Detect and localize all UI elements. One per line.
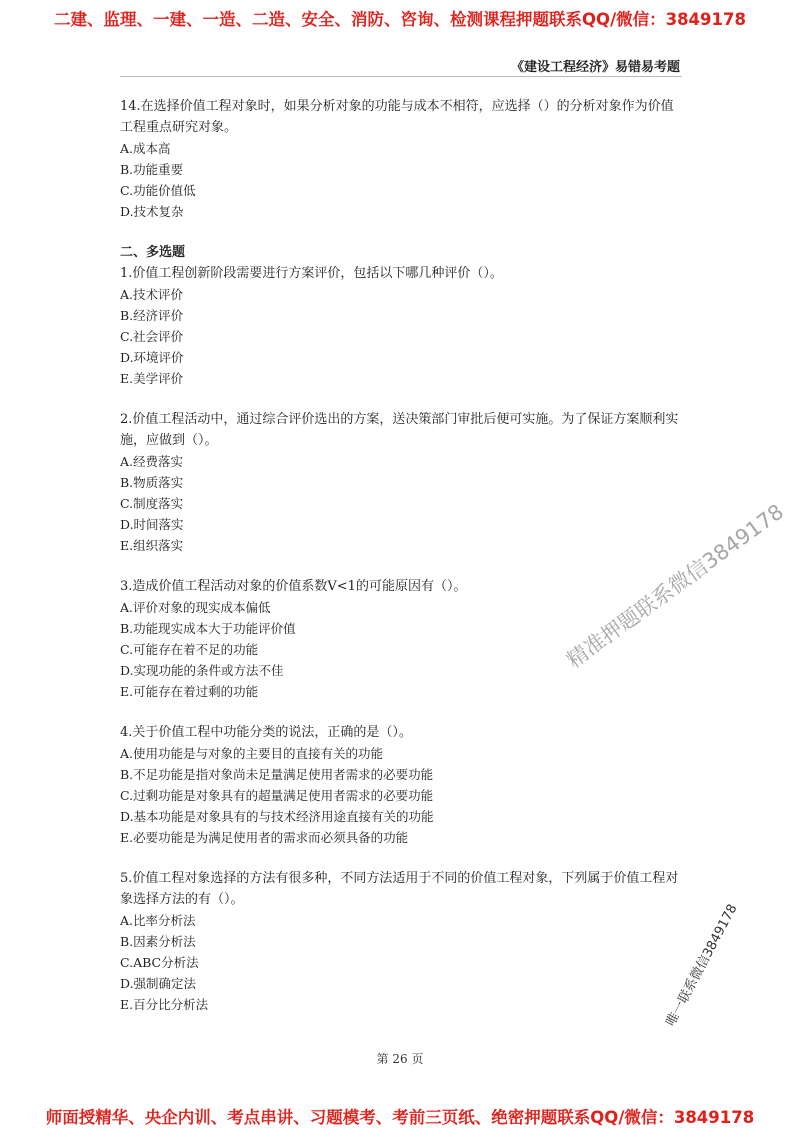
option-d: D.实现功能的条件或方法不佳 — [120, 663, 284, 678]
option-d: D.时间落实 — [120, 517, 184, 532]
question-stem: 2.价值工程活动中，通过综合评价选出的方案，送决策部门审批后便可实施。为了保证方案顺利实施，应做到（）。 — [120, 412, 679, 448]
option-a: A.评价对象的现实成本偏低 — [120, 600, 271, 615]
mc-question-4 — [120, 722, 685, 848]
running-head-title: 《建设工程经济》易错易考题 — [510, 60, 680, 75]
mc-question-3 — [120, 576, 685, 702]
page-number: 第 26 页 — [376, 1052, 424, 1066]
mc-question-5 — [120, 868, 685, 1015]
option-d: D.基本功能是对象具有的与技术经济用途直接有关的功能 — [120, 809, 434, 824]
page-content — [120, 96, 685, 1035]
diagonal-watermark: 精准押题联系微信3849178 — [562, 499, 789, 673]
option-c: C.功能价值低 — [120, 183, 196, 198]
option-b: B.经济评价 — [120, 308, 184, 323]
option-a: A.使用功能是与对象的主要目的直接有关的功能 — [120, 746, 384, 761]
option-b: B.功能重要 — [120, 162, 184, 177]
option-c: C.社会评价 — [120, 329, 184, 344]
option-list — [120, 597, 685, 702]
question-14 — [120, 96, 685, 222]
option-b: B.功能现实成本大于功能评价值 — [120, 621, 296, 636]
option-a: A.成本高 — [120, 141, 171, 156]
option-d: D.技术复杂 — [120, 204, 184, 219]
option-e: E.组织落实 — [120, 538, 184, 553]
option-c: C.过剩功能是对象具有的超量满足使用者需求的必要功能 — [120, 788, 434, 803]
multiple-choice-section — [120, 242, 685, 1015]
option-c: C.制度落实 — [120, 496, 184, 511]
option-a: A.技术评价 — [120, 287, 184, 302]
option-a: A.比率分析法 — [120, 913, 196, 928]
mc-question-1 — [120, 263, 685, 389]
question-stem: 3.造成价值工程活动对象的价值系数V<1的可能原因有（）。 — [120, 579, 467, 594]
option-b: B.因素分析法 — [120, 934, 196, 949]
option-list — [120, 910, 685, 1015]
question-stem: 14.在选择价值工程对象时，如果分析对象的功能与成本不相符，应选择（）的分析对象作为价值工程重点研究对象。 — [120, 99, 674, 135]
option-a: A.经费落实 — [120, 454, 184, 469]
header-divider — [120, 76, 682, 77]
option-list — [120, 138, 685, 222]
question-stem: 1.价值工程创新阶段需要进行方案评价，包括以下哪几种评价（）。 — [120, 266, 503, 281]
option-list — [120, 284, 685, 389]
option-e: E.必要功能是为满足使用者的需求而必须具备的功能 — [120, 830, 409, 845]
option-d: D.环境评价 — [120, 350, 184, 365]
option-d: D.强制确定法 — [120, 976, 197, 991]
option-list — [120, 451, 685, 556]
question-stem: 4.关于价值工程中功能分类的说法，正确的是（）。 — [120, 725, 412, 740]
option-list — [120, 743, 685, 848]
question-stem: 5.价值工程对象选择的方法有很多种，不同方法适用于不同的价值工程对象，下列属于价值工程对象选择方法的有（）。 — [120, 871, 679, 907]
option-b: B.不足功能是指对象尚未足量满足使用者需求的必要功能 — [120, 767, 434, 782]
option-e: E.百分比分析法 — [120, 997, 209, 1012]
bottom-promo-banner: 师面授精华、央企内训、考点串讲、习题模考、考前三页纸、绝密押题联系QQ/微信：3849178 — [45, 1108, 755, 1127]
option-e: E.可能存在着过剩的功能 — [120, 684, 259, 699]
contact-watermark: 唯一联系微信3849178 — [663, 901, 741, 1029]
option-b: B.物质落实 — [120, 475, 184, 490]
option-c: C.ABC分析法 — [120, 955, 199, 970]
mc-question-2 — [120, 409, 685, 556]
option-c: C.可能存在着不足的功能 — [120, 642, 259, 657]
top-promo-banner: 二建、监理、一建、一造、二造、安全、消防、咨询、检测课程押题联系QQ/微信：3849178 — [54, 10, 746, 29]
option-e: E.美学评价 — [120, 371, 184, 386]
section-title: 二、多选题 — [120, 245, 186, 260]
